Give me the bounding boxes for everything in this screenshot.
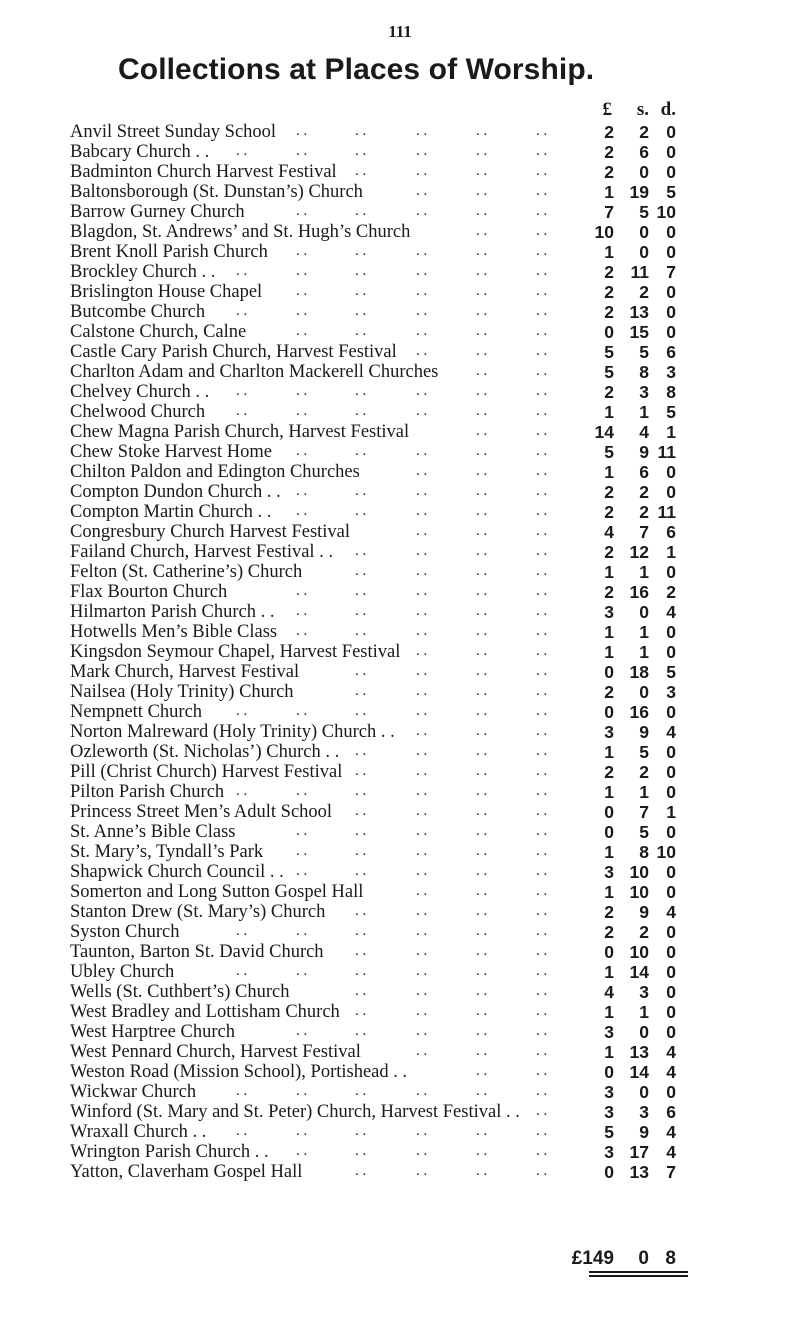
pounds-value: 1 [604,402,614,422]
collection-row: Baltonsborough (St. Dunstan’s) Church . . . . . . 1 19 5 [70,182,676,202]
pence-value: 5 [666,402,676,422]
shillings-value: 17 [629,1142,649,1162]
pence-column-header: d. [660,99,676,120]
place-name: Syston Church [70,922,180,942]
collection-row: West Harptree Church . . . . . . . . . . 3 0 0 [70,1022,676,1042]
collection-row: St. Anne’s Bible Class . . . . . . . . . . 0 5 0 [70,822,676,842]
pence-value: 1 [666,542,676,562]
pounds-value: 2 [604,382,614,402]
pence-value: 4 [666,1042,676,1062]
shillings-value: 9 [639,442,649,462]
pence-value: 10 [656,202,676,222]
place-name: Castle Cary Parish Church, Harvest Festival [70,342,397,362]
shillings-value: 7 [639,522,649,542]
pence-value: 0 [666,762,676,782]
pence-value: 4 [666,602,676,622]
pence-value: 10 [656,842,676,862]
collection-row: Chilton Paldon and Edington Churches . . . . . . 1 6 0 [70,462,676,482]
page-title: Collections at Places of Worship. [118,53,595,86]
pounds-value: 1 [604,622,614,642]
shillings-value: 1 [639,782,649,802]
collection-row: Wells (St. Cuthbert’s) Church . . . . . . . . 4 3 0 [70,982,676,1002]
pence-value: 0 [666,962,676,982]
pence-value: 1 [666,802,676,822]
pence-value: 0 [666,642,676,662]
shillings-value: 2 [639,482,649,502]
collection-row: Compton Martin Church . . . . . . . . . . . . 2 2 11 [70,502,676,522]
shillings-value: 13 [629,302,649,322]
pounds-value: 1 [604,1042,614,1062]
pounds-value: 5 [604,442,614,462]
pounds-value: 4 [604,982,614,1002]
place-name: Compton Dundon Church . . [70,482,281,502]
pence-value: 1 [666,422,676,442]
shillings-value: 1 [639,642,649,662]
place-name: West Pennard Church, Harvest Festival [70,1042,361,1062]
shillings-value: 9 [639,722,649,742]
collection-row: Chelvey Church . . . . . . . . . . . . . . 2 3 8 [70,382,676,402]
shillings-value: 10 [629,882,649,902]
place-name: Ubley Church [70,962,175,982]
shillings-value: 1 [639,402,649,422]
pounds-value: 0 [604,802,614,822]
pounds-value: 3 [604,1102,614,1122]
shillings-value: 13 [629,1042,649,1062]
pounds-value: 5 [604,362,614,382]
shillings-value: 15 [629,322,649,342]
pounds-value: 1 [604,1002,614,1022]
pence-value: 0 [666,242,676,262]
pounds-value: 14 [594,422,614,442]
collection-row: Pill (Christ Church) Harvest Festival . . . . . . . . 2 2 0 [70,762,676,782]
collection-row: Pilton Parish Church . . . . . . . . . . . . 1 1 0 [70,782,676,802]
pounds-value: 2 [604,162,614,182]
place-name: Shapwick Church Council . . [70,862,284,882]
pence-value: 4 [666,722,676,742]
place-name: Pill (Christ Church) Harvest Festival [70,762,343,782]
pounds-value: 5 [604,342,614,362]
collection-row: Taunton, Barton St. David Church . . . . . . . . 0 10 0 [70,942,676,962]
collection-row: Chelwood Church . . . . . . . . . . . . 1 1 5 [70,402,676,422]
pence-value: 0 [666,482,676,502]
shillings-value: 3 [639,1102,649,1122]
place-name: Taunton, Barton St. David Church [70,942,324,962]
place-name: Chelwood Church [70,402,206,422]
place-name: Princess Street Men’s Adult School [70,802,333,822]
collection-row: Wraxall Church . . . . . . . . . . . . . . 5 9 4 [70,1122,676,1142]
collection-row: Weston Road (Mission School), Portishead . . . . . . 0 14 4 [70,1062,676,1082]
place-name: St. Mary’s, Tyndall’s Park [70,842,264,862]
collection-row: Syston Church . . . . . . . . . . . . 2 2 0 [70,922,676,942]
shillings-value: 5 [639,342,649,362]
pounds-value: 1 [604,782,614,802]
place-name: Pilton Parish Church [70,782,225,802]
shillings-value: 6 [639,462,649,482]
pounds-value: 0 [604,942,614,962]
collection-row: Compton Dundon Church . . . . . . . . . . . . 2 2 0 [70,482,676,502]
collection-row: Brislington House Chapel . . . . . . . . . . 2 2 0 [70,282,676,302]
shillings-value: 2 [639,502,649,522]
place-name: Baltonsborough (St. Dunstan’s) Church [70,182,363,202]
total-double-rule-bottom [589,1275,688,1277]
shillings-value: 8 [639,362,649,382]
collection-row: Brockley Church . . . . . . . . . . . . . . 2 11 7 [70,262,676,282]
pence-value: 0 [666,222,676,242]
pounds-value: 2 [604,762,614,782]
shillings-value: 0 [639,222,649,242]
pence-value: 7 [666,262,676,282]
pounds-column-header: £ [602,99,612,120]
shillings-value: 16 [629,582,649,602]
shillings-value: 4 [639,422,649,442]
collection-row: Ubley Church . . . . . . . . . . . . 1 14 0 [70,962,676,982]
pence-value: 0 [666,862,676,882]
pounds-value: 2 [604,262,614,282]
pence-value: 5 [666,182,676,202]
pounds-value: 1 [604,642,614,662]
collection-row: Wrington Parish Church . . . . . . . . . . . . 3 17 4 [70,1142,676,1162]
place-name: Wickwar Church [70,1082,197,1102]
pounds-value: 2 [604,922,614,942]
place-name: Nempnett Church [70,702,203,722]
collection-row: Winford (St. Mary and St. Peter) Church, Harvest Festival . . . . 3 3 6 [70,1102,676,1122]
place-name: Mark Church, Harvest Festival [70,662,300,682]
shillings-value: 10 [629,942,649,962]
pence-value: 0 [666,942,676,962]
collection-row: Babcary Church . . . . . . . . . . . . . . 2 6 0 [70,142,676,162]
total-shillings: 0 [638,1248,649,1269]
pence-value: 0 [666,1022,676,1042]
pounds-value: 1 [604,962,614,982]
collection-row: Nailsea (Holy Trinity) Church . . . . . . . . 2 0 3 [70,682,676,702]
place-name: Charlton Adam and Charlton Mackerell Churches [70,362,439,382]
shillings-value: 2 [639,122,649,142]
shillings-value: 0 [639,1082,649,1102]
pounds-value: 2 [604,302,614,322]
shillings-value: 14 [629,962,649,982]
collection-row: Anvil Street Sunday School . . . . . . . . . . 2 2 0 [70,122,676,142]
place-name: Somerton and Long Sutton Gospel Hall [70,882,364,902]
pence-value: 11 [657,502,676,522]
total-pence: 8 [665,1248,676,1269]
pence-value: 6 [666,342,676,362]
shillings-value: 3 [639,982,649,1002]
collection-row: St. Mary’s, Tyndall’s Park . . . . . . . . . . 1 8 10 [70,842,676,862]
place-name: Brislington House Chapel [70,282,263,302]
pounds-value: 2 [604,582,614,602]
shillings-value: 8 [639,842,649,862]
pence-value: 8 [666,382,676,402]
collection-row: Congresbury Church Harvest Festival . . . . . . 4 7 6 [70,522,676,542]
shillings-value: 2 [639,762,649,782]
shillings-value: 14 [629,1062,649,1082]
pounds-value: 5 [604,1122,614,1142]
pounds-value: 7 [604,202,614,222]
shillings-value: 18 [629,662,649,682]
page-number: 111 [388,22,412,41]
collection-row: Ozleworth (St. Nicholas’) Church . . . . . . . . . . 1 5 0 [70,742,676,762]
shillings-value: 0 [639,1022,649,1042]
pounds-value: 1 [604,242,614,262]
pence-value: 0 [666,982,676,1002]
shillings-value: 2 [639,282,649,302]
pounds-value: 2 [604,502,614,522]
collection-row: Norton Malreward (Holy Trinity) Church . . . . . . . . 3 9 4 [70,722,676,742]
pounds-value: 1 [604,462,614,482]
pounds-value: 2 [604,282,614,302]
place-name: Hilmarton Parish Church . . [70,602,275,622]
collection-row: Mark Church, Harvest Festival . . . . . . . . 0 18 5 [70,662,676,682]
place-name: St. Anne’s Bible Class [70,822,236,842]
collection-row: Blagdon, St. Andrews’ and St. Hugh’s Church . . . . 10 0 0 [70,222,676,242]
place-name: Chilton Paldon and Edington Churches [70,462,360,482]
place-name: Norton Malreward (Holy Trinity) Church . . [70,722,395,742]
collection-row: Shapwick Church Council . . . . . . . . . . . . 3 10 0 [70,862,676,882]
shillings-value: 1 [639,1002,649,1022]
shillings-value: 16 [629,702,649,722]
pounds-value: 2 [604,682,614,702]
place-name: Brockley Church . . [70,262,216,282]
shillings-value: 0 [639,162,649,182]
shillings-value: 10 [629,862,649,882]
place-name: Wells (St. Cuthbert’s) Church [70,982,290,1002]
collection-row: Failand Church, Harvest Festival . . . . . . . . . . 2 12 1 [70,542,676,562]
place-name: Kingsdon Seymour Chapel, Harvest Festival [70,642,401,662]
collection-row: Chew Magna Parish Church, Harvest Festival . . . . 14 4 1 [70,422,676,442]
pence-value: 4 [666,1122,676,1142]
place-name: Flax Bourton Church [70,582,228,602]
total-double-rule-top [589,1271,688,1273]
pence-value: 0 [666,922,676,942]
pence-value: 0 [666,1082,676,1102]
collection-row: Princess Street Men’s Adult School . . . . . . . . 0 7 1 [70,802,676,822]
pounds-value: 2 [604,542,614,562]
pounds-value: 0 [604,1062,614,1082]
collection-row: Kingsdon Seymour Chapel, Harvest Festival . . . . . . 1 1 0 [70,642,676,662]
pence-value: 0 [666,162,676,182]
shillings-value: 3 [639,382,649,402]
pounds-value: 3 [604,1082,614,1102]
pence-value: 6 [666,1102,676,1122]
place-name: Barrow Gurney Church [70,202,245,222]
collection-row: Brent Knoll Parish Church . . . . . . . . . . 1 0 0 [70,242,676,262]
pounds-value: 0 [604,702,614,722]
collection-row: Hilmarton Parish Church . . . . . . . . . . . . 3 0 4 [70,602,676,622]
pence-value: 0 [666,322,676,342]
place-name: Congresbury Church Harvest Festival [70,522,351,542]
shillings-value: 11 [630,262,649,282]
pence-value: 7 [666,1162,676,1182]
pence-value: 5 [666,662,676,682]
shillings-column-header: s. [636,99,649,120]
pounds-value: 10 [594,222,614,242]
pence-value: 3 [666,362,676,382]
shillings-value: 0 [639,682,649,702]
pence-value: 0 [666,622,676,642]
pence-value: 11 [657,442,676,462]
collection-row: Badminton Church Harvest Festival . . . . . . . . 2 0 0 [70,162,676,182]
place-name: Hotwells Men’s Bible Class [70,622,278,642]
pence-value: 0 [666,742,676,762]
pounds-value: 3 [604,722,614,742]
pence-value: 4 [666,902,676,922]
pounds-value: 2 [604,902,614,922]
pounds-value: 2 [604,142,614,162]
place-name: Nailsea (Holy Trinity) Church [70,682,294,702]
place-name: Badminton Church Harvest Festival [70,162,337,182]
pence-value: 0 [666,122,676,142]
pence-value: 0 [666,882,676,902]
pence-value: 2 [666,582,676,602]
pounds-value: 1 [604,842,614,862]
pounds-value: 1 [604,562,614,582]
shillings-value: 1 [639,562,649,582]
shillings-value: 13 [629,1162,649,1182]
pence-value: 4 [666,1142,676,1162]
pence-value: 0 [666,822,676,842]
place-name: Anvil Street Sunday School [70,122,277,142]
shillings-value: 7 [639,802,649,822]
pence-value: 0 [666,702,676,722]
pounds-value: 0 [604,822,614,842]
shillings-value: 0 [639,602,649,622]
pounds-value: 1 [604,882,614,902]
pence-value: 0 [666,462,676,482]
collection-row: Castle Cary Parish Church, Harvest Festival . . . . . . 5 5 6 [70,342,676,362]
collection-row: Wickwar Church . . . . . . . . . . . . 3 0 0 [70,1082,676,1102]
shillings-value: 5 [639,742,649,762]
shillings-value: 0 [639,242,649,262]
pounds-value: 3 [604,602,614,622]
place-name: Calstone Church, Calne [70,322,247,342]
pounds-value: 2 [604,122,614,142]
collection-row: Felton (St. Catherine’s) Church . . . . . . . . 1 1 0 [70,562,676,582]
place-name: Butcombe Church [70,302,206,322]
collection-row: Charlton Adam and Charlton Mackerell Churches . . . . 5 8 3 [70,362,676,382]
place-name: West Bradley and Lottisham Church [70,1002,340,1022]
place-name: Ozleworth (St. Nicholas’) Church . . [70,742,340,762]
place-name: Felton (St. Catherine’s) Church [70,562,303,582]
shillings-value: 5 [639,822,649,842]
pence-value: 0 [666,782,676,802]
collection-row: Stanton Drew (St. Mary’s) Church . . . . . . . . 2 9 4 [70,902,676,922]
place-name: Brent Knoll Parish Church [70,242,268,262]
pounds-value: 3 [604,1142,614,1162]
pounds-value: 3 [604,862,614,882]
place-name: Yatton, Claverham Gospel Hall [70,1162,303,1182]
pence-value: 0 [666,1002,676,1022]
collection-row: Barrow Gurney Church . . . . . . . . . . 7 5 10 [70,202,676,222]
collection-row: Flax Bourton Church . . . . . . . . . . 2 16 2 [70,582,676,602]
pence-value: 0 [666,562,676,582]
place-name: Stanton Drew (St. Mary’s) Church [70,902,326,922]
pence-value: 0 [666,142,676,162]
shillings-value: 9 [639,902,649,922]
shillings-value: 9 [639,1122,649,1142]
place-name: Chelvey Church . . [70,382,210,402]
pounds-value: 0 [604,662,614,682]
place-name: Blagdon, St. Andrews’ and St. Hugh’s Church [70,222,411,242]
pounds-value: 4 [604,522,614,542]
shillings-value: 2 [639,922,649,942]
pounds-value: 1 [604,742,614,762]
collection-row: Calstone Church, Calne . . . . . . . . . . 0 15 0 [70,322,676,342]
place-name: Babcary Church . . [70,142,210,162]
pence-value: 0 [666,302,676,322]
place-name: Weston Road (Mission School), Portishead . . [70,1062,408,1082]
total-pounds: £149 [571,1248,614,1269]
pence-value: 3 [666,682,676,702]
place-name: Wraxall Church . . [70,1122,207,1142]
place-name: Chew Magna Parish Church, Harvest Festival [70,422,410,442]
place-name: Wrington Parish Church . . [70,1142,269,1162]
pounds-value: 1 [604,182,614,202]
collection-row: West Bradley and Lottisham Church . . . . . . . . 1 1 0 [70,1002,676,1022]
pounds-value: 0 [604,1162,614,1182]
pence-value: 4 [666,1062,676,1082]
collection-row: Somerton and Long Sutton Gospel Hall . . . . . . 1 10 0 [70,882,676,902]
collection-row: Butcombe Church . . . . . . . . . . . . 2 13 0 [70,302,676,322]
place-name: Failand Church, Harvest Festival . . [70,542,334,562]
collection-row: Nempnett Church . . . . . . . . . . . . 0 16 0 [70,702,676,722]
pence-value: 0 [666,282,676,302]
collection-row: West Pennard Church, Harvest Festival . . . . . . 1 13 4 [70,1042,676,1062]
pounds-value: 3 [604,1022,614,1042]
shillings-value: 6 [639,142,649,162]
shillings-value: 19 [629,182,649,202]
shillings-value: 12 [629,542,649,562]
collection-row: Yatton, Claverham Gospel Hall . . . . . . . . 0 13 7 [70,1162,676,1182]
pounds-value: 2 [604,482,614,502]
place-name: Compton Martin Church . . [70,502,272,522]
collection-row: Hotwells Men’s Bible Class . . . . . . . . . . 1 1 0 [70,622,676,642]
pounds-value: 0 [604,322,614,342]
place-name: West Harptree Church [70,1022,235,1042]
collection-row: Chew Stoke Harvest Home . . . . . . . . . . 5 9 11 [70,442,676,462]
pence-value: 6 [666,522,676,542]
place-name: Chew Stoke Harvest Home [70,442,272,462]
place-name: Winford (St. Mary and St. Peter) Church, Harvest Festival . . [70,1102,520,1122]
shillings-value: 1 [639,622,649,642]
shillings-value: 5 [639,202,649,222]
